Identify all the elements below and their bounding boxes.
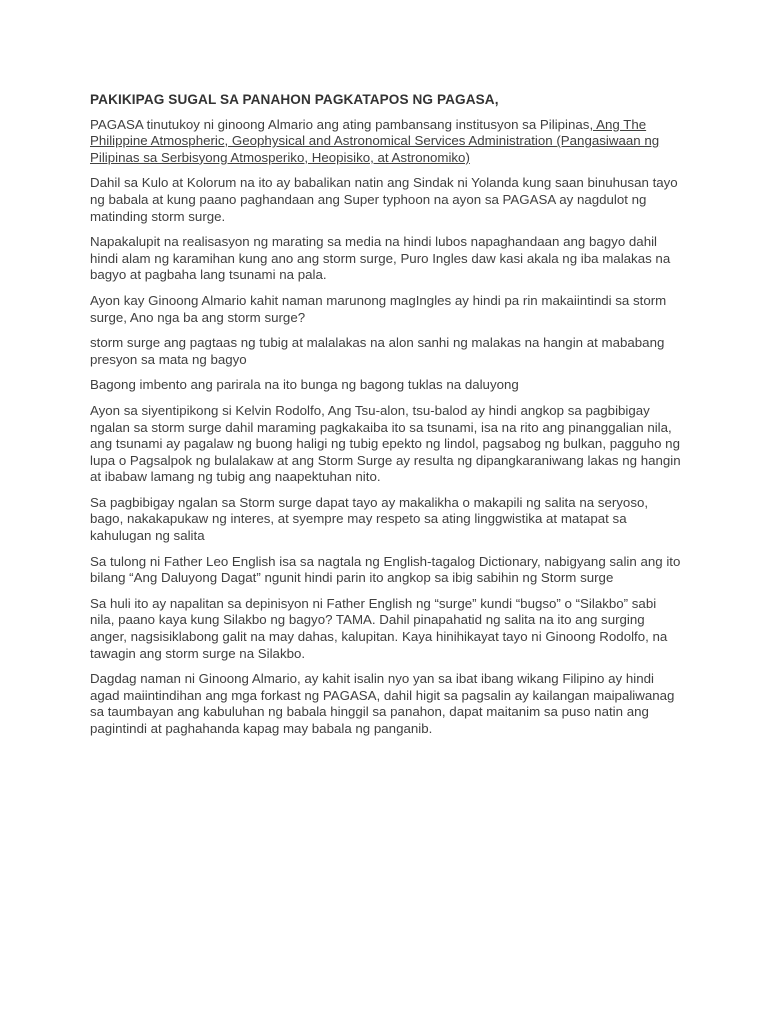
paragraph-line: Napakalupit na realisasyon ng marating sa media na hindi lubos napaghandaan ang bagyo dahil [90,234,658,250]
paragraph-line: ang tsunami ay pagalaw ng buong haligi ng tubig epekto ng lindol, pagsabog ng bulkan, pagguho ng [90,436,680,452]
paragraph-line: ng babala at kung paano paghandaan ang Super typhoon na ayon sa PAGASA ay nagdulot ng [90,191,647,207]
paragraph-line: nila, paano kaya kung Silakbo ng bagyo? TAMA. Dahil pinapahatid ng salita na ito ang surging [90,612,645,628]
paragraph-line: bago, nakakapukaw ng interes, at syempre may respeto sa ating linggwistika at matapat sa [90,511,627,527]
paragraph-line: storm surge ang pagtaas ng tubig at malalakas na alon sanhi ng malakas na hangin at mababang [90,335,665,351]
paragraph-line: pagintindi at paghahanda kapag may babala ng panganib. [90,721,433,736]
paragraph-line: Philippine Atmospheric, Geophysical and Astronomical Services Administration (Pangasiwaan ng [90,133,660,149]
paragraph-line: at ibabaw lamang ng tubig ang naapektuhan nito. [90,469,381,485]
paragraph-line: bagyo at pagbaha lang tsunami na pala. [90,267,327,283]
paragraph-line: tawagin ang storm surge na Silakbo. [90,645,306,661]
paragraph-line: sa taumbayan ang kabuluhan ng babala hinggil sa panahon, dapat maitanim sa puso natin ang [90,704,649,720]
paragraph-line: anger, nagsisiklabong galit na may dahas, kalupitan. Kaya hinihikayat tayo ni Ginoong Rodolfo, na [90,629,668,645]
document-title: PAKIKIPAG SUGAL SA PANAHON PAGKATAPOS NG PAGASA, [90,92,499,107]
paragraph-7 [90,403,690,486]
paragraph-line: presyon sa mata ng bagyo [90,351,247,367]
paragraph-1 [90,117,690,167]
underlined-text: , Ang The [589,116,647,132]
paragraph-3 [90,234,690,284]
paragraph-line: ngalan sa storm surge dahil maraming pagkakaiba ito sa tsunami, isa na rito ang pinanggalian nila, [90,419,672,435]
paragraph-line: kahulugan ng salita [90,528,205,544]
paragraph-line: Sa pagbibigay ngalan sa Storm surge dapat tayo ay makalikha o makapili ng salita na seryoso, [90,494,649,510]
paragraph-5 [90,335,690,368]
paragraph-line: Ayon kay Ginoong Almario kahit naman marunong magIngles ay hindi pa rin makaiintindi sa storm [90,292,667,308]
line-text: PAGASA tinutukoy ni ginoong Almario ang ating pambansang institusyon sa Pilipinas [90,116,590,132]
paragraph-line [90,117,646,132]
paragraph-line: agad maiintindihan ang mga forkast ng PAGASA, dahil higit sa pagsalin ay kailangan maipaliwanag [90,687,675,703]
paragraph-8 [90,495,690,545]
paragraph-9 [90,554,690,587]
paragraph-6 [90,377,690,394]
paragraph-line: bilang “Ang Daluyong Dagat” ngunit hindi parin ito angkop sa ibig sabihin ng Storm surge [90,570,614,586]
paragraph-line: Sa huli ito ay napalitan sa depinisyon ni Father English ng “surge” kundi “bugso” o “Silakbo” sabi [90,595,657,611]
paragraph-line: matinding storm surge. [90,208,226,224]
paragraph-line: surge, Ano nga ba ang storm surge? [90,309,306,325]
paragraph-line: Dahil sa Kulo at Kolorum na ito ay babalikan natin ang Sindak ni Yolanda kung saan binuhusan tayo [90,175,678,191]
paragraph-11 [90,671,690,737]
paragraph-4 [90,293,690,326]
paragraph-line: Bagong imbento ang parirala na ito bunga ng bagong tuklas na daluyong [90,377,519,393]
paragraph-line: Sa tulong ni Father Leo English isa sa nagtala ng English-tagalog Dictionary, nabigyang salin ang ito [90,553,681,569]
paragraph-2 [90,175,690,225]
paragraph-line: lupa o Pagsalpok ng bulalakaw at ang Storm Surge ay resulta ng dipangkaraniwang lakas ng hangin [90,452,681,468]
document-page [90,92,690,747]
paragraph-line: Pilipinas sa Serbisyong Atmosperiko, Heopisiko, at Astronomiko) [90,149,470,165]
paragraph-line: Ayon sa siyentipikong si Kelvin Rodolfo, Ang Tsu-alon, tsu-balod ay hindi angkop sa pagbibigay [90,402,650,418]
paragraph-10 [90,596,690,662]
paragraph-line: Dagdag naman ni Ginoong Almario, ay kahit isalin nyo yan sa ibat ibang wikang Filipino ay hindi [90,671,654,687]
paragraph-line: hindi alam ng karamihan kung ano ang storm surge, Puro Ingles daw kasi akala ng iba malakas na [90,250,671,266]
